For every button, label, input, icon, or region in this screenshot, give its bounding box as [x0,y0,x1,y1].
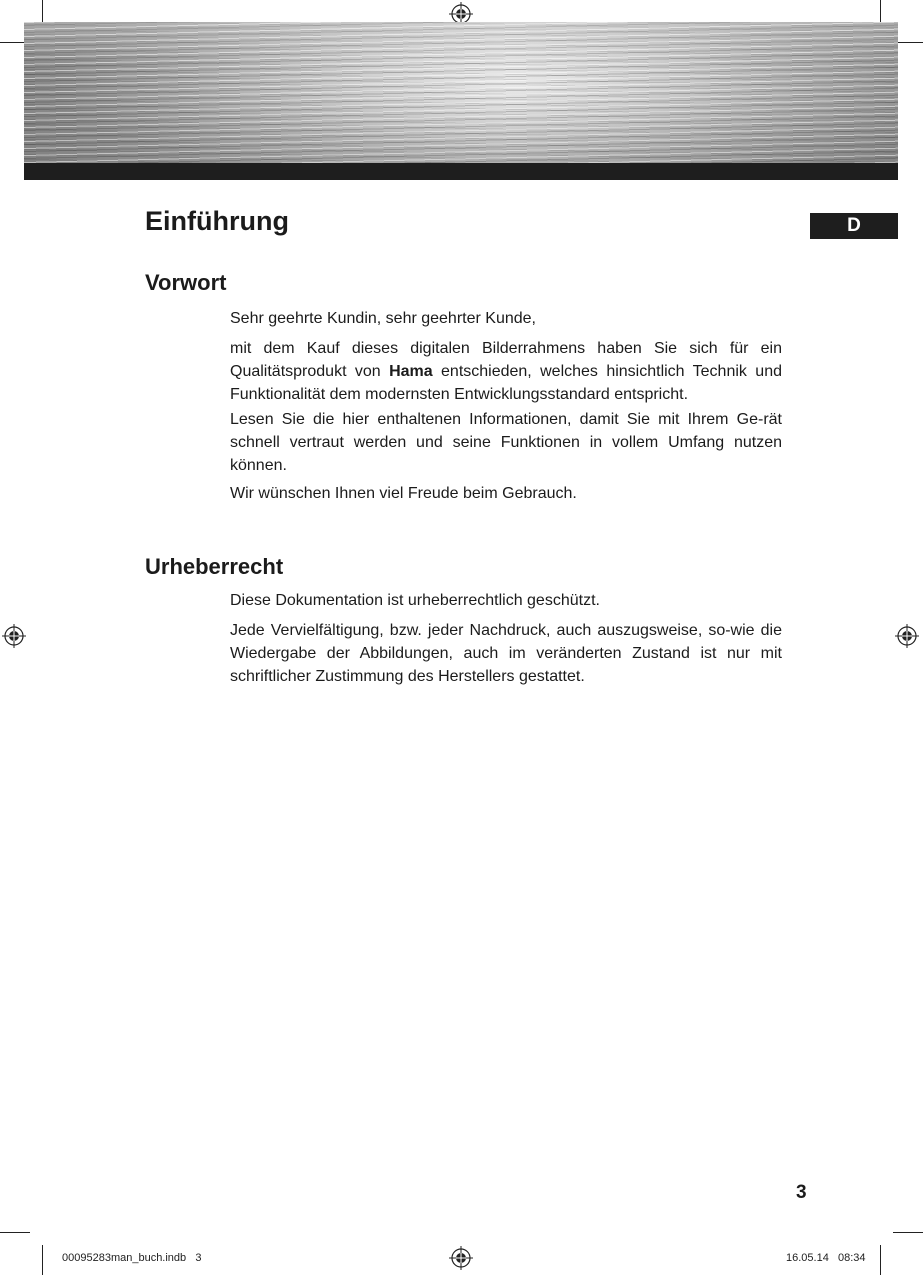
page-number: 3 [796,1182,807,1203]
brushed-metal-header [24,22,898,163]
registration-mark-icon [448,1245,474,1271]
paragraph-intro [230,337,782,406]
paragraph-wishes: Wir wünschen Ihnen viel Freude beim Gebrauch. [230,485,577,502]
paragraph-intro-start: mit dem Kauf dieses digitalen Bilderrahmens haben Sie sich für ein Qualitätsprodukt von [230,340,782,380]
paragraph-instructions: Lesen Sie die hier enthaltenen Informationen, damit Sie mit Ihrem Ge-rät schnell vertraut werden und seine Funktionen in vollem Umfang nutzen können. [230,411,782,474]
paragraph-greeting: Sehr geehrte Kundin, sehr geehrter Kunde, [230,310,536,327]
paragraph-intro-end: entschieden, welches hinsichtlich Technik und Funktionalität dem modernsten Entwicklungsstandard entspricht. [230,363,782,403]
language-tab: D [810,213,898,239]
print-slug-timestamp: 16.05.14 08:34 [786,1252,866,1264]
print-slug-file: 00095283man_buch.indb 3 [62,1252,202,1264]
section-heading-urheberrecht: Urheberrecht [145,554,284,579]
crop-mark-bottom-left [42,1245,43,1275]
section-heading-vorwort: Vorwort [145,270,227,295]
page-title: Einführung [145,206,289,236]
paragraph-copyright: Diese Dokumentation ist urheberrechtlich geschützt. [230,592,600,609]
registration-mark-icon [1,623,27,649]
brand-name: Hama [389,363,433,380]
crop-mark-bottom-right-h [893,1232,923,1233]
crop-mark-bottom-left-h [0,1232,30,1233]
crop-mark-bottom-right [880,1245,881,1275]
header-rule [24,163,898,180]
paragraph-reproduction: Jede Vervielfältigung, bzw. jeder Nachdruck, auch auszugsweise, so-wie die Wiedergabe der Abbildungen, auch im veränderten Zustand ist nur mit schriftlicher Zustimmung des Herstellers gestattet. [230,622,782,685]
registration-mark-icon [894,623,920,649]
